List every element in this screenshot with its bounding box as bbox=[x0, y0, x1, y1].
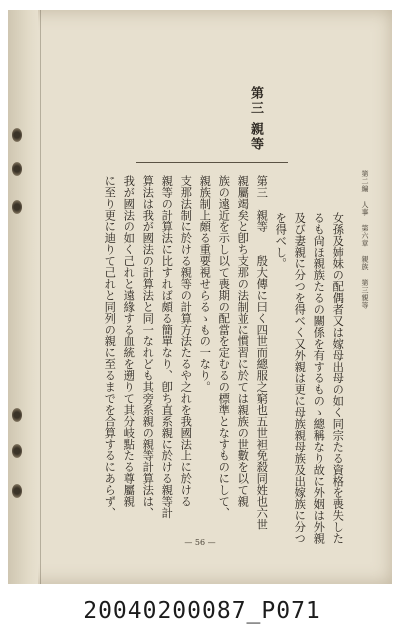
text-column: 女孫及姉妹の配偶者又は嫁母出母の如く同宗たる資格を喪失した bbox=[331, 212, 345, 545]
text-column: 支那法制に於ける親等の計算方法たるや之れを我國法上に於ける bbox=[179, 175, 193, 508]
section-subtitle: 親等 bbox=[248, 122, 263, 152]
binding-hole bbox=[12, 484, 22, 498]
text-column: るも尙ほ親族たるの關係を有するものゝ總稱なり故に外姻は外親 bbox=[312, 212, 326, 545]
page-gutter bbox=[8, 10, 38, 584]
text-column: を得べし。 bbox=[274, 212, 288, 270]
binding-hole bbox=[12, 128, 22, 142]
image-caption: 20040200087_P071 bbox=[83, 598, 321, 624]
section-title: 第三 bbox=[248, 86, 263, 116]
binding-hole bbox=[12, 444, 22, 458]
binding-hole bbox=[12, 162, 22, 176]
binding-hole bbox=[12, 408, 22, 422]
text-column: 親屬竭矣と卽ち支那の法制並に慣習に於ては親族の世數を以て親 bbox=[236, 175, 250, 508]
text-column: に至り更に迪りて己れと同列の親に至るまでを合算するにあらず、 bbox=[103, 175, 117, 519]
text-column: 及び妻親に分つを得べく又外親は更に母族親母族及出嫁族に分つ bbox=[293, 212, 307, 545]
binding-line bbox=[40, 10, 41, 584]
text-column: 族の遠近を示し以て喪期の配當を定むるの標準となすものにして、 bbox=[217, 175, 231, 519]
binding-hole bbox=[12, 200, 22, 214]
text-column: 親等の計算法に比すれば頗る簡單なり、卽ち直系親に於ける親等計 bbox=[160, 175, 174, 519]
text-column: 親族制上頗る重要視せらるゝもの一なり。 bbox=[198, 175, 212, 393]
book-page bbox=[8, 10, 392, 584]
text-column: 算法は我が國法の計算法と同一なれども其旁系親の親等計算法は、 bbox=[141, 175, 155, 519]
text-column: 第三 親等 殷大傳に曰く四世而總服之窮也五世袒免殺同姓也六世 bbox=[255, 175, 269, 530]
page-number: — 56 — bbox=[184, 538, 216, 547]
text-column: 我が國法の如く己れと遠緣する血統を遡りて其分岐點たる尊屬親 bbox=[122, 175, 136, 508]
divider-line bbox=[136, 162, 288, 163]
running-head: 第二編 人事 第六章 親族 第三親等 bbox=[361, 170, 369, 309]
